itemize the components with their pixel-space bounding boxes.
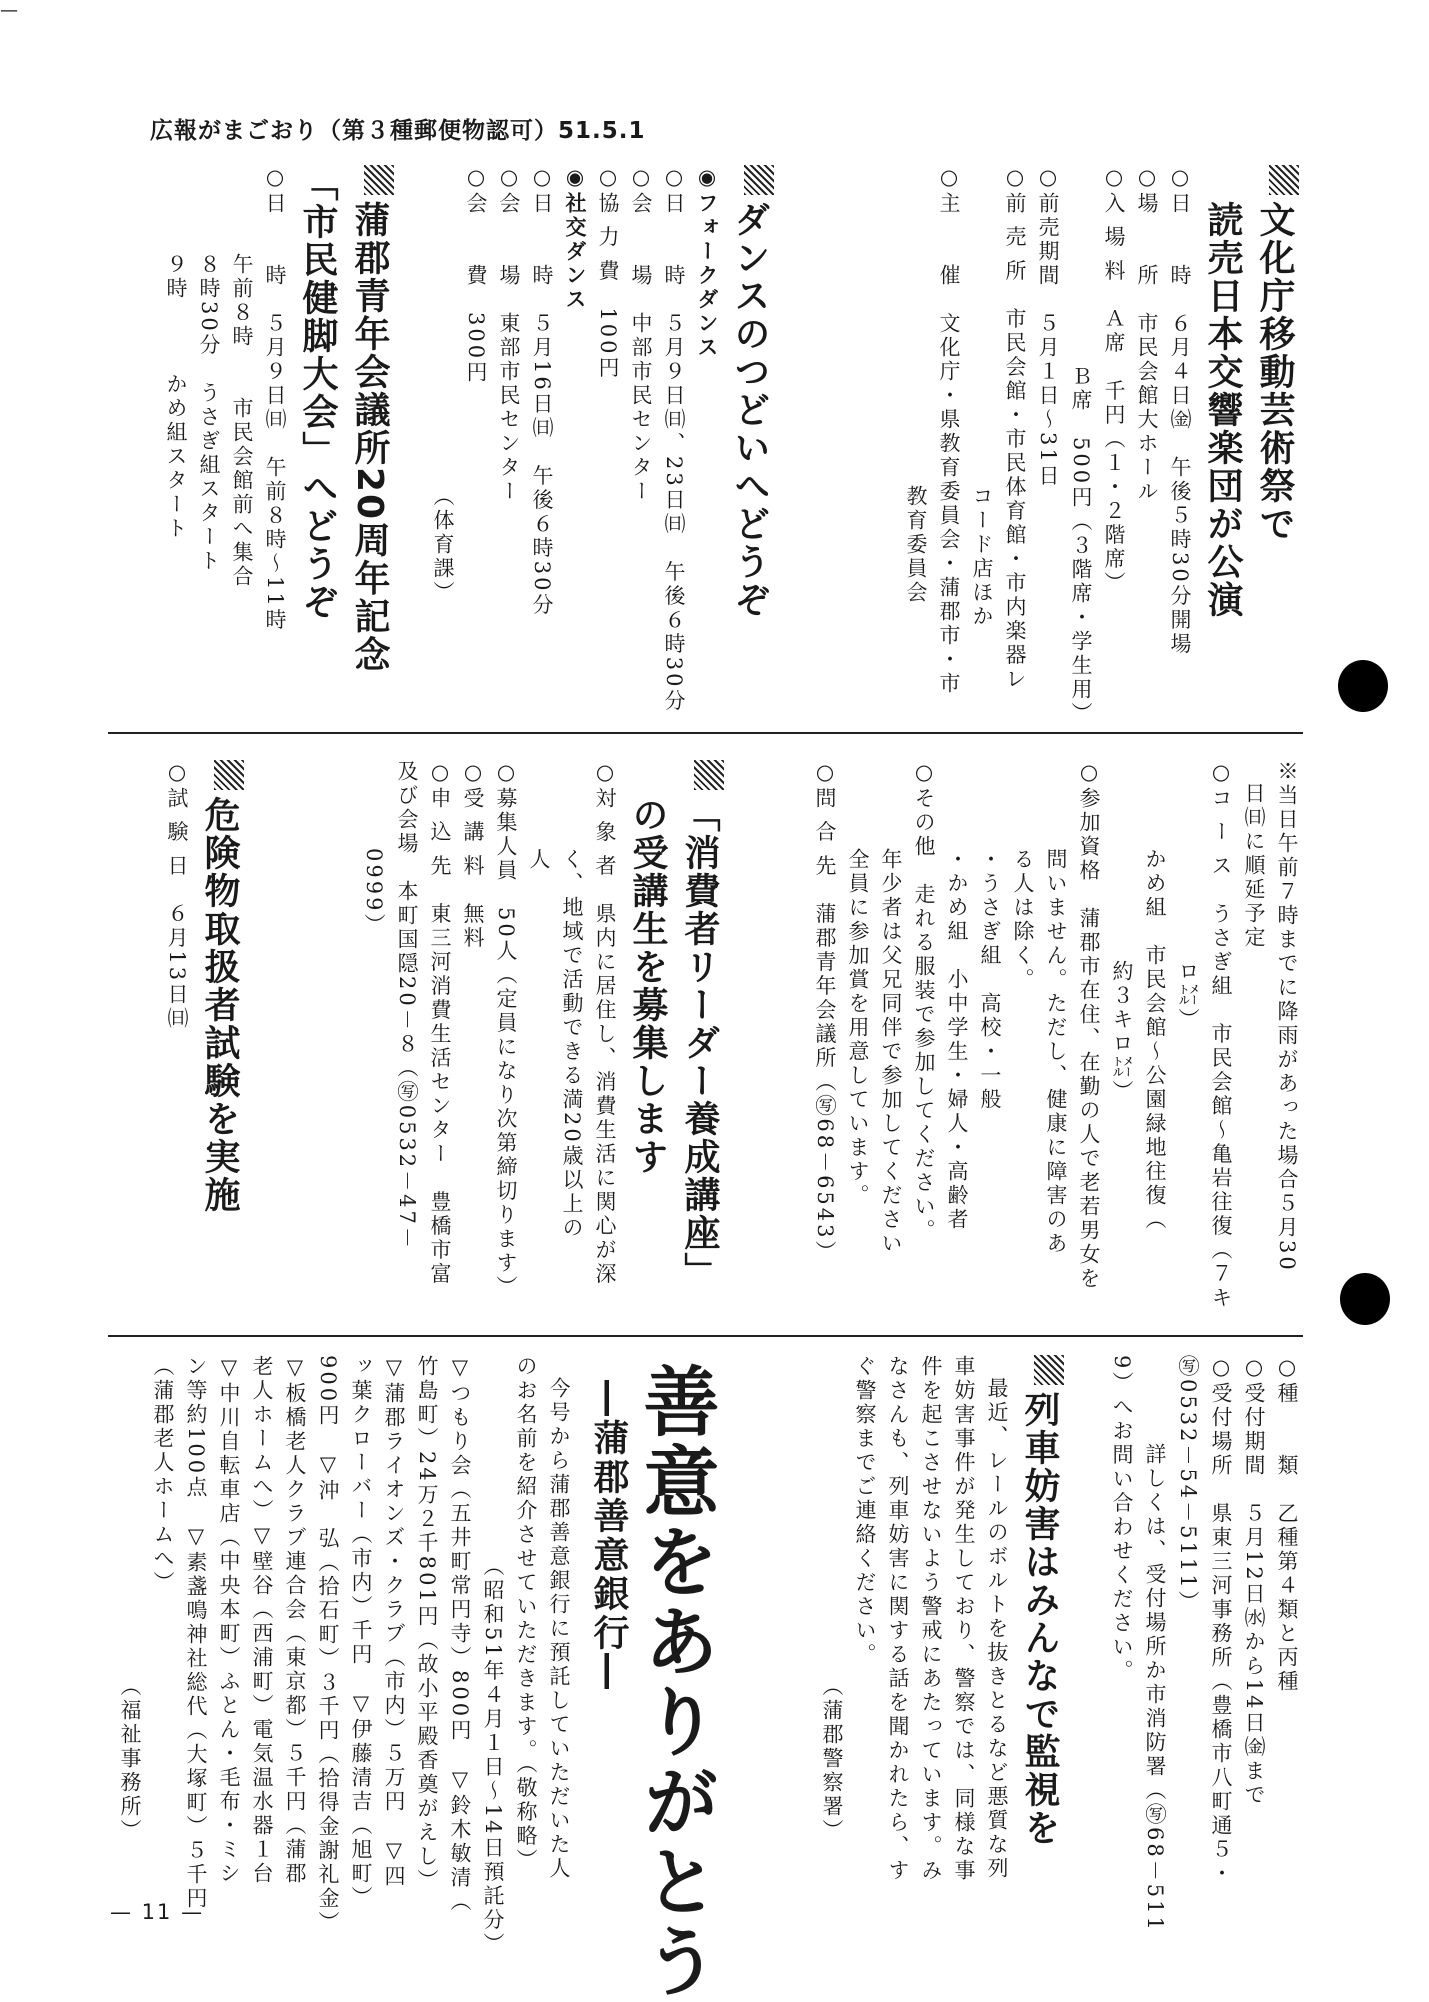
consumer-line: ○受 講 料 無料 <box>461 760 485 951</box>
hatch-icon <box>364 165 394 195</box>
section-divider <box>108 732 1303 734</box>
youth-race-detail-line: ロ㍍） <box>1176 960 1200 1032</box>
section-divider <box>108 1335 1303 1337</box>
masthead: 広報がまごおり（第３種郵便物認可）51.5.1 <box>150 118 646 144</box>
youth-race-details <box>735 760 1303 1325</box>
consumer-line: ○申 込 先 東三河消費生活センター 豊橋市富 <box>428 760 452 1287</box>
youth-race-detail-line: 年少者は父兄同伴で参加してください <box>879 848 903 1256</box>
youth-race-title-1-text: 蒲郡青年会議所20周年記念 <box>349 201 390 674</box>
youth-race-title-1 <box>343 165 395 705</box>
train-sabotage-line: 車妨害事件が発生しており、警察では、同様な事 <box>952 1355 976 1883</box>
art-festival-line: ○場 所 市民会館大ホール <box>1135 165 1159 504</box>
hazard-exam-detail-line: ○種 類 乙種第４類と丙種 <box>1275 1355 1299 1694</box>
consumer-line: ○募集人員 50人（定員になり次第締切ります） <box>494 760 518 1300</box>
social-dance-label: ◉社交ダンス <box>563 165 587 312</box>
youth-race-detail-line: 問いません。ただし、健康に障害のあ <box>1044 848 1068 1256</box>
youth-race-detail-line: 約３キロ㍍） <box>1110 960 1134 1104</box>
youth-race-title-2: 「市民健脚大会」へどうぞ <box>297 165 338 621</box>
youth-race-line: ９時 かめ組スタート <box>164 253 188 541</box>
goodwill-line: ン等約100点 ▽素盞鳴神社総代（大塚町）５千円 <box>184 1355 208 1912</box>
dance-title-text: ダンスのつどいへどうぞ <box>729 201 770 619</box>
art-festival-title-1 <box>1248 165 1300 705</box>
goodwill-line: のお名前を紹介させていただきます。（敬称略） <box>514 1355 538 1873</box>
train-sabotage-title <box>1013 1355 1065 1890</box>
goodwill-credit: （福祉事務所） <box>118 1675 142 1843</box>
goodwill-line: ▽つもり会（五井町常円寺）800円 ▽鈴木敏清（ <box>448 1355 472 1915</box>
social-dance-line: ○会 場 東部市民センター <box>497 165 521 504</box>
goodwill-line: ▽中川自転車店（中央本町）ふとん・毛布・ミシ <box>217 1355 241 1886</box>
art-festival-line: ○日 時 ６月４日㈮ 午後５時30分開場 <box>1168 165 1192 657</box>
youth-race-detail-line: ○参加資格 蒲郡市在住、在勤の人で老若男女を <box>1077 760 1101 1291</box>
train-sabotage-line: ぐ警察までご連絡ください。 <box>853 1355 877 1667</box>
art-festival-line: 教育委員会 <box>904 485 928 605</box>
hazard-exam-detail-line: 詳しくは、受付場所か市消防署（㊢68－511 <box>1143 1443 1167 1933</box>
page-number: — 11 — <box>110 1900 205 1924</box>
hatch-icon <box>214 760 244 790</box>
youth-race-detail-line: ○問 合 先 蒲郡青年会議所（㊢68－6543） <box>813 760 837 1265</box>
consumer-line: 及び会場 本町国隠20－８（㊢0532－47－ <box>395 760 419 1251</box>
goodwill-line: 竹島町）24万２千801円（故小平殿香奠がえし） <box>415 1355 439 1893</box>
consumer-title-1 <box>673 760 725 1325</box>
goodwill-line: （昭和51年４月１日～14日預託分） <box>481 1555 505 1957</box>
hazard-exam-line: ○試 験 日 ６月13日㈰ <box>165 760 189 1032</box>
art-festival-title-2: 読売日本交響楽団が公演 <box>1202 201 1243 619</box>
goodwill-line: 今号から蒲郡善意銀行に預託していただいた人 <box>547 1377 571 1881</box>
consumer-title-1-text: 「消費者リーダー養成講座」 <box>679 796 720 1290</box>
youth-race-detail-line: ○その他 走れる服装で参加してください。 <box>912 760 936 1243</box>
punch-hole-mark <box>1338 660 1388 712</box>
art-festival-line: ○前売期間 ５月１日～31日 <box>1036 165 1060 489</box>
consumer-line: 人 <box>527 848 551 872</box>
social-dance-line: ○日 時 ５月16日㈰ 午後６時30分 <box>530 165 554 618</box>
goodwill-line: 老人ホームへ）▽壁谷（西浦町）電気温水器１台 <box>250 1355 274 1886</box>
art-festival-line: ○入 場 料 Ａ席 千円（１・２階席） <box>1102 165 1126 596</box>
youth-race-line: ８時30分 うさぎ組スタート <box>197 253 221 574</box>
train-sabotage-line: 最近、レールのボルトを抜きとるなど悪質な列 <box>985 1377 1009 1881</box>
folk-dance-label: ◉フォークダンス <box>695 165 719 360</box>
youth-race-detail-line: ※当日午前７時までに降雨があった場合５月30 <box>1275 760 1299 1273</box>
youth-race-detail-line: る人は除く。 <box>1011 848 1035 992</box>
goodwill-line: ▽蒲郡ライオンズ・クラブ（市内）５万円 ▽四 <box>382 1355 406 1889</box>
goodwill-big-title: 善意をありがとう <box>631 1362 720 2002</box>
dance-title <box>723 165 775 705</box>
train-sabotage-line: 件を起こさせないよう警戒にあたっています。み <box>919 1355 943 1883</box>
hazard-exam-detail-line: ㊢0532－54－5111） <box>1176 1355 1200 1615</box>
folk-dance-line: ○日 時 ５月９日㈰、23日㈰ 午後６時30分 <box>662 165 686 714</box>
corner-mark: — <box>0 0 18 21</box>
art-festival-line: ○主 催 文化庁・県教育委員会・蒲郡市・市 <box>937 165 961 696</box>
consumer-line: 0999） <box>362 848 386 938</box>
goodwill-line: ッ葉クローバー（市内）千円 ▽伊藤清吉（旭町） <box>349 1355 373 1910</box>
dance-article <box>410 165 775 714</box>
youth-race-detail-line: ・うさぎ組 高校・一般 <box>978 848 1002 1112</box>
train-sabotage-title-text: 列車妨害はみんなで監視を <box>1019 1391 1060 1847</box>
youth-race-line: ○日 時 ５月９日㈰ 午前８時～11時 <box>263 165 287 633</box>
folk-dance-line: ○協 力 費 100円 <box>596 165 620 381</box>
art-festival-line: ○前 売 所 市民会館・市民体育館・市内楽器レ <box>1003 165 1027 692</box>
train-sabotage-credit: （蒲郡警察署） <box>820 1675 844 1843</box>
youth-race-line: 午前８時 市民会館前へ集合 <box>230 253 254 589</box>
goodwill-line: ▽板橋老人クラブ連合会（東京都）５千円（蒲郡 <box>283 1355 307 1886</box>
youth-race-detail-line: ・かめ組 小中学生・婦人・高齢者 <box>945 848 969 1232</box>
hatch-icon <box>694 760 724 790</box>
consumer-title-2: の受講生を募集します <box>627 796 668 1176</box>
train-sabotage-line: なさんも、列車妨害に関する話を聞かれたら、す <box>886 1355 910 1883</box>
goodwill-sub-title: ―蒲郡善意銀行― <box>588 1380 629 1692</box>
consumer-leader-article <box>255 760 725 1325</box>
train-sabotage-article <box>755 1355 1065 1890</box>
hazard-exam-detail-line: 9）へお問い合わせください。 <box>1110 1355 1134 1684</box>
hazard-exam-detail-line: ○受付場所 県東三河事務所（豊橋市八町通５・ <box>1209 1355 1233 1886</box>
consumer-line: く、地域で活動できる満20歳以上の <box>560 848 584 1241</box>
art-festival-title-1-text: 文化庁移動芸術祭で <box>1254 201 1295 543</box>
goodwill-line: 900円 ▽沖 弘（拾石町）３千円（拾得金謝礼金） <box>316 1355 340 1936</box>
art-festival-article <box>904 165 1300 727</box>
goodwill-line: （蒲郡老人ホームへ） <box>151 1355 175 1595</box>
hazard-exam-details <box>1075 1355 1303 1933</box>
hazard-exam-title <box>193 760 245 1325</box>
youth-race-detail-line: ○コ ー ス うさぎ組 市民会館～亀岩往復（７キ <box>1209 760 1233 1311</box>
hatch-icon <box>1034 1355 1064 1385</box>
punch-hole-mark <box>1340 1273 1390 1325</box>
art-festival-line: コード店ほか <box>970 485 994 629</box>
art-festival-line: Ｂ席 500円（３階席・学生用） <box>1069 365 1093 727</box>
hazard-exam-article <box>95 760 245 1325</box>
dance-credit: （体育課） <box>431 485 455 605</box>
consumer-line: ○対 象 者 県内に居住し、消費生活に関心が深 <box>593 760 617 1287</box>
folk-dance-line: ○会 場 中部市民センター <box>629 165 653 504</box>
hazard-exam-detail-line: ○受付期間 ５月12日㈬から14日㈮まで <box>1242 1355 1266 1808</box>
youth-race-detail-line: かめ組 市民会館～公園緑地往復（ <box>1143 848 1167 1232</box>
youth-race-detail-line: 全員に参加賞を用意しています。 <box>846 848 870 1208</box>
youth-race-article <box>95 165 395 705</box>
hatch-icon <box>744 165 774 195</box>
hazard-exam-title-text: 危険物取扱者試験を実施 <box>199 796 240 1214</box>
youth-race-detail-line: 日㈰に順延予定 <box>1242 782 1266 950</box>
hatch-icon <box>1269 165 1299 195</box>
social-dance-line: ○会 費 300円 <box>464 165 488 386</box>
